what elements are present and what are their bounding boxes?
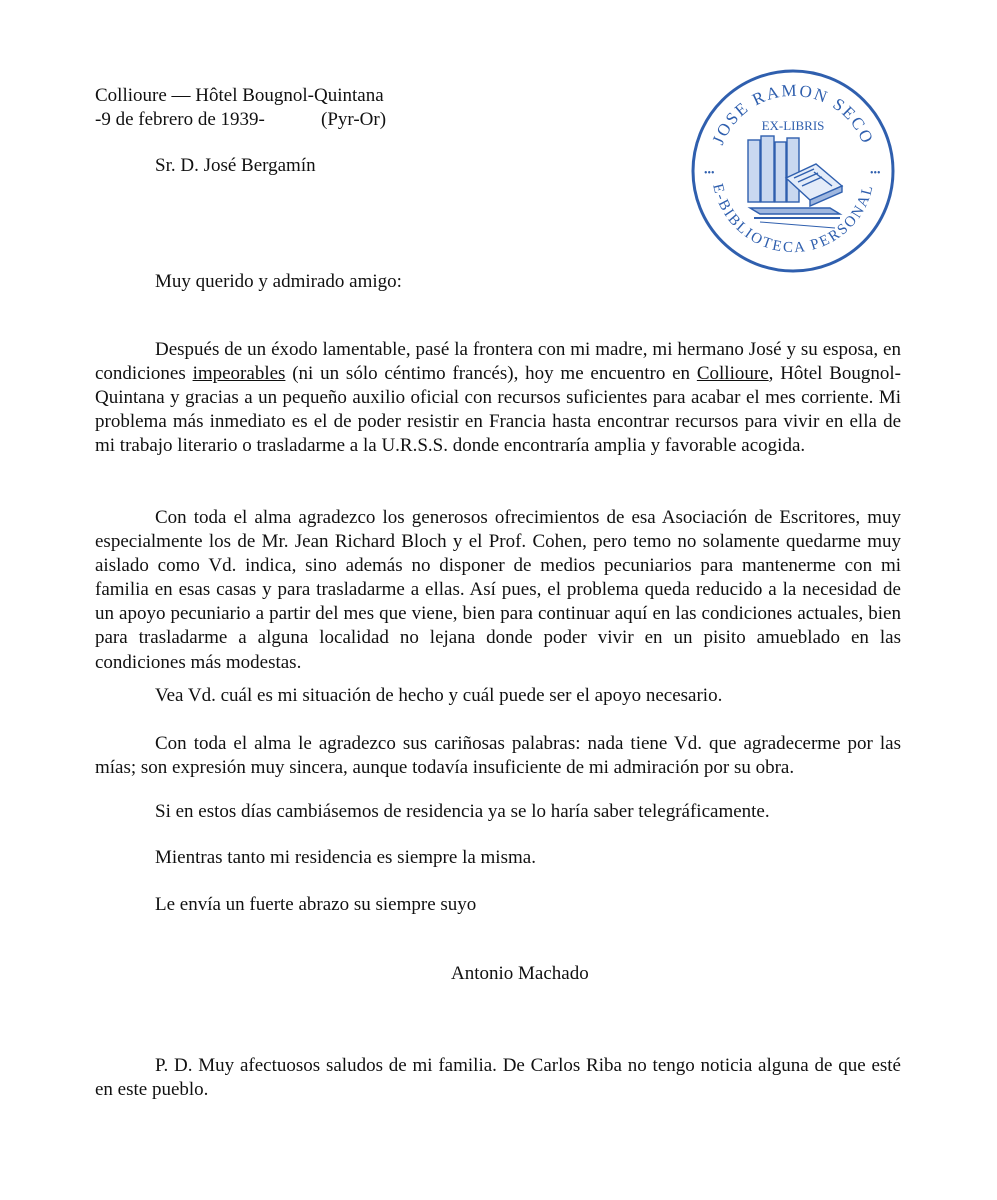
paragraph-4: Con toda el alma le agradezco sus cariñosas palabras: nada tiene Vd. que agradecerme por las mías; son expresión muy sincera, aunque todavía insuficiente de mi admiración por su obra. (95, 733, 901, 779)
paragraph-5: Si en estos días cambiásemos de residencia ya se lo haría saber telegráficamente. (155, 801, 770, 822)
letter-region: (Pyr-Or) (321, 109, 387, 130)
ex-libris-stamp (690, 68, 896, 274)
paragraph-2: Con toda el alma agradezco los generosos ofrecimientos de esa Asociación de Escritores, muy especialmente los de Mr. Jean Richard Bloch y el Prof. Cohen, pero temo no solamente quedarme muy aislado como Vd. indica, sino además no disponer de medios pecuniarios para mantenerme con mi familia en esas casas y para trasladarme a ellas. Así pues, el problema queda reducido a la necesidad de un apoyo pecuniario a partir del mes que viene, bien para continuar aquí en las condiciones actuales, bien para trasladarme a alguna localidad no lejana donde poder vivir en un pisito amueblado en las condiciones más modestas. (95, 507, 901, 673)
paragraph-1: Después de un éxodo lamentable, pasé la frontera con mi madre, mi hermano José y su esposa, en condiciones impeorables (ni un sólo céntimo francés), hoy me encuentro en Collioure, Hôtel Bougnol-Quintana y gracias a un pequeño auxilio oficial con recursos suficientes para acabar el mes corriente. Mi problema más inmediato es el de poder resistir en Francia hasta encontrar recursos para vivir en ella de mi trabajo literario o trasladarme a la U.R.S.S. donde encontraría amplia y favorable acogida. (95, 339, 901, 457)
svg-text:•••: ••• (704, 168, 715, 179)
stamp-bottom-text: E-BIBLIOTECA PERSONAL (709, 182, 877, 257)
paragraph-6: Mientras tanto mi residencia es siempre la misma. (155, 847, 536, 868)
addressee: Sr. D. José Bergamín (155, 155, 316, 176)
letter-date-line (95, 108, 387, 132)
underlined-word-collioure: Collioure (696, 363, 769, 385)
letter-date: -9 de febrero de 1939- (95, 109, 265, 130)
signature: Antonio Machado (451, 963, 589, 984)
letter-location: Collioure — Hôtel Bougnol-Quintana (95, 85, 384, 106)
greeting: Muy querido y admirado amigo: (155, 271, 402, 292)
paragraph-7-closing: Le envía un fuerte abrazo su siempre suyo (155, 894, 477, 915)
books-icon (748, 136, 842, 228)
stamp-owner-name: JOSE RAMON SECO (708, 80, 878, 148)
stamp-center-text: EX-LIBRIS (761, 118, 825, 133)
svg-text:•••: ••• (870, 168, 881, 179)
paragraph-3: Vea Vd. cuál es mi situación de hecho y cuál puede ser el apoyo necesario. (155, 685, 723, 706)
postscript: P. D. Muy afectuosos saludos de mi familia. De Carlos Riba no tengo noticia alguna de que esté en este pueblo. (95, 1055, 901, 1101)
underlined-word-impeorables: impeorables (192, 363, 286, 385)
